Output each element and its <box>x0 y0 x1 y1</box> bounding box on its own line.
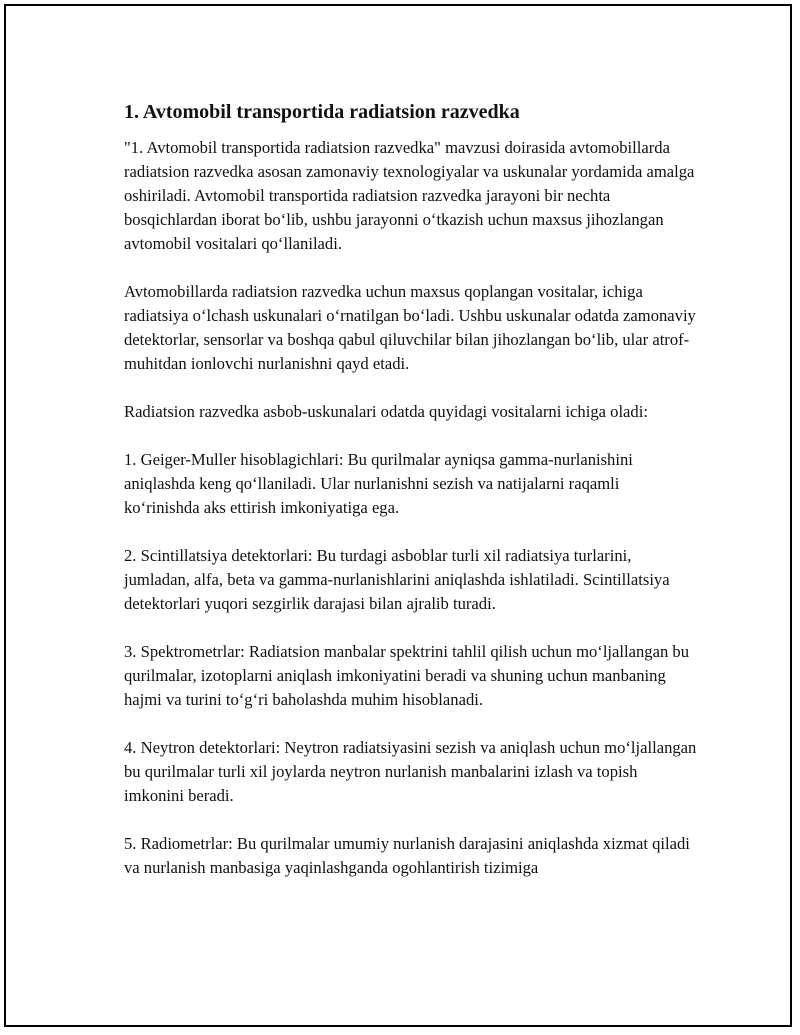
document-heading: 1. Avtomobil transportida radiatsion razvedka <box>124 101 520 123</box>
document-body <box>124 99 699 904</box>
equipment-intro-paragraph: Radiatsion razvedka asbob-uskunalari odatda quyidagi vositalarni ichiga oladi: <box>124 402 648 421</box>
scintillation-paragraph: 2. Scintillatsiya detektorlari: Bu turdagi asboblar turli xil radiatsiya turlarini, jumladan, alfa, beta va gamma-nurlanishlarini aniqlashda ishlatiladi. Scintillatsiya detektorlari yuqori sezgirlik darajasi bilan ajralib turadi. <box>124 546 670 613</box>
neutron-detectors-paragraph: 4. Neytron detektorlari: Neytron radiatsiyasini sezish va aniqlash uchun mo‘ljallangan bu qurilmalar turli xil joylarda neytron nurlanish manbalarini izlash va topish imkonini beradi. <box>124 738 697 805</box>
intro-paragraph: "1. Avtomobil transportida radiatsion razvedka" mavzusi doirasida avtomobillarda radiatsion razvedka asosan zamonaviy texnologiyalar va uskunalar yordamida amalga oshiriladi. Avtomobil transportida radiatsion razvedka jarayoni bir nechta bosqichlardan iborat bo‘lib, ushbu jarayonni o‘tkazish uchun maxsus jihozlangan avtomobil vositalari qo‘llaniladi. <box>124 138 695 253</box>
geiger-muller-paragraph: 1. Geiger-Muller hisoblagichlari: Bu qurilmalar ayniqsa gamma-nurlanishini aniqlashda keng qo‘llaniladi. Ular nurlanishni sezish va natijalarni raqamli ko‘rinishda aks ettirish imkoniyatiga ega. <box>124 450 633 517</box>
vehicles-paragraph: Avtomobillarda radiatsion razvedka uchun maxsus qoplangan vositalar, ichiga radiatsiya o‘lchash uskunalari o‘rnatilgan bo‘ladi. Ushbu uskunalar odatda zamonaviy detektorlar, sensorlar va boshqa qabul qiluvchilar bilan jihozlangan bo‘lib, ular atrof-muhitdan ionlovchi nurlanishni qayd etadi. <box>124 282 696 373</box>
page-frame <box>4 4 792 1027</box>
spectrometers-paragraph: 3. Spektrometrlar: Radiatsion manbalar spektrini tahlil qilish uchun mo‘ljallangan bu qurilmalar, izotoplarni aniqlash imkoniyatini beradi va shuning uchun manbaning hajmi va turini to‘g‘ri baholashda muhim hisoblanadi. <box>124 642 689 709</box>
radiometers-paragraph: 5. Radiometrlar: Bu qurilmalar umumiy nurlanish darajasini aniqlashda xizmat qiladi va nurlanish manbasiga yaqinlashganda ogohlantirish tizimiga <box>124 834 690 877</box>
